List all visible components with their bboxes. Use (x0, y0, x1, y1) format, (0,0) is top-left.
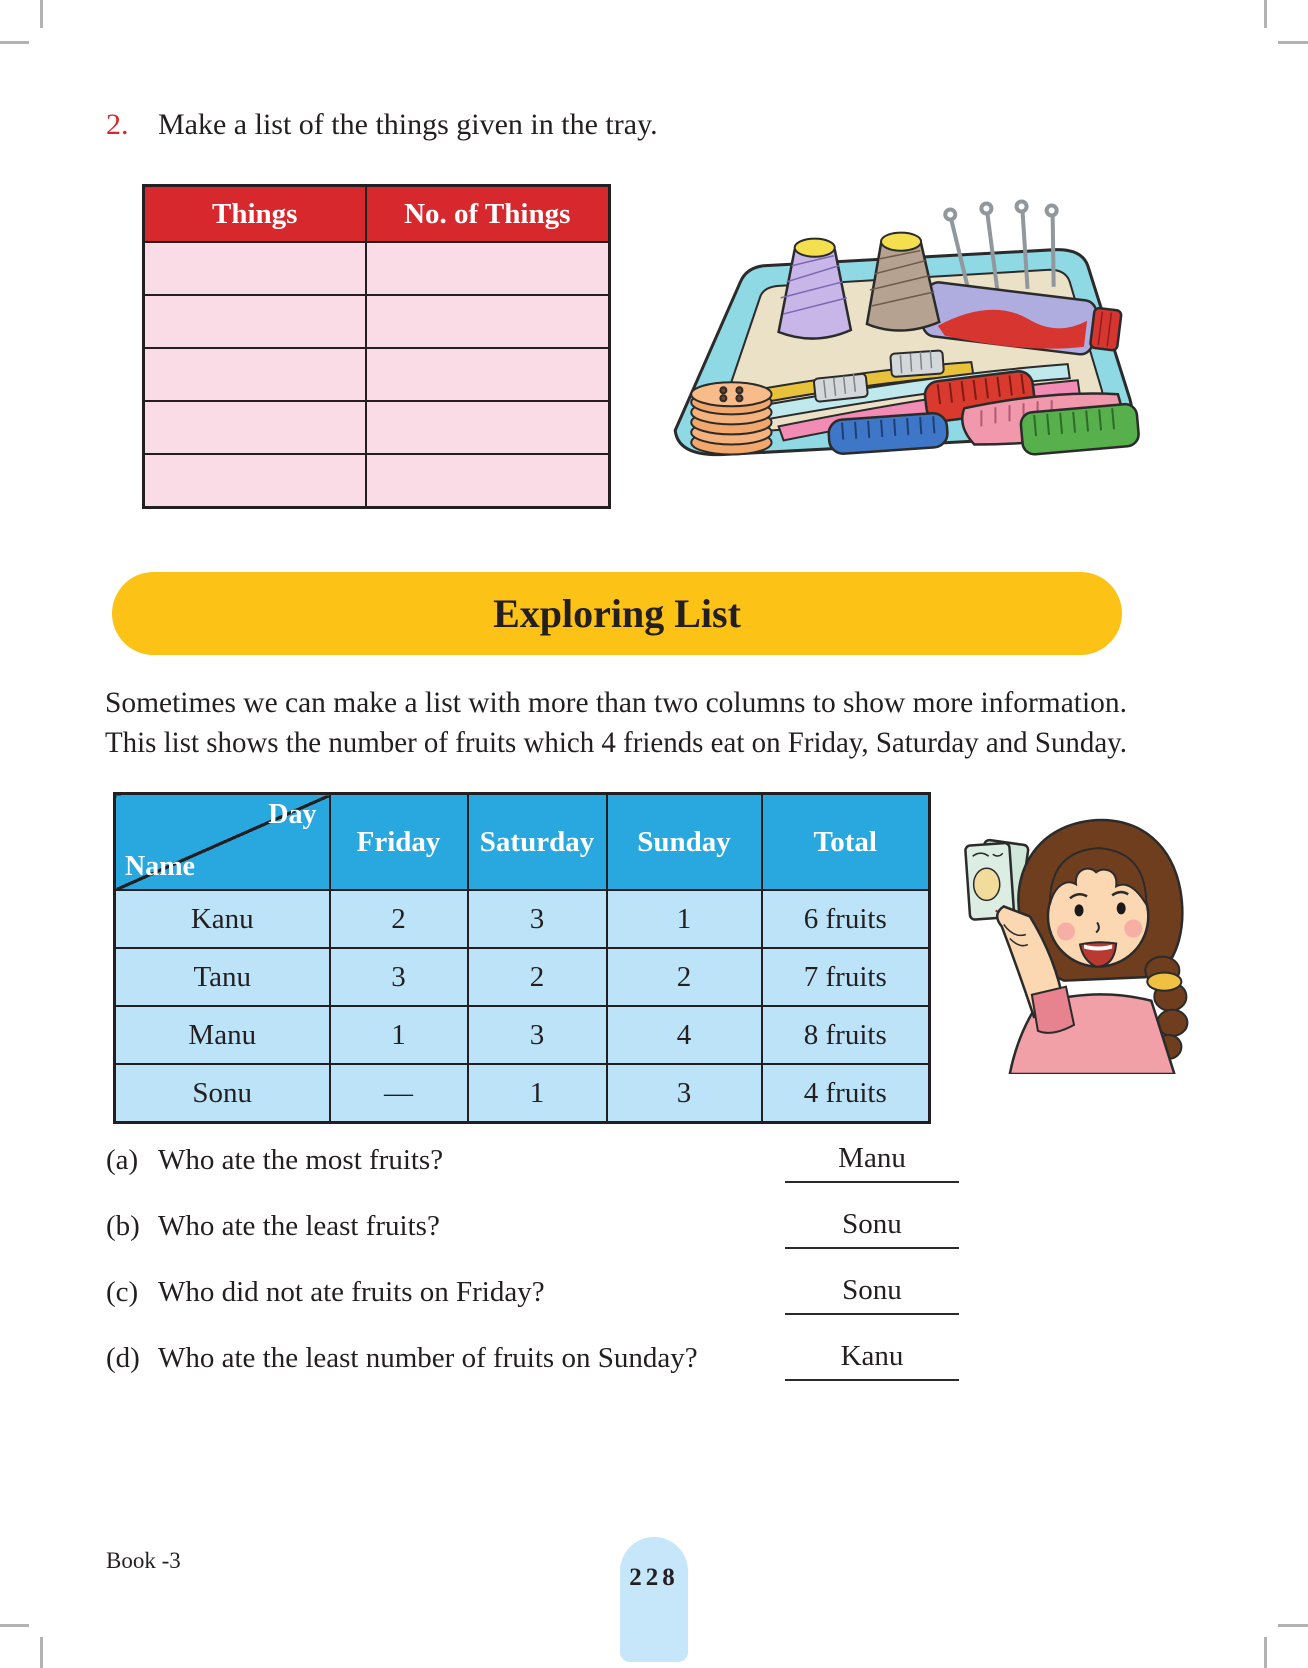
answer-line: Sonu (785, 1270, 959, 1315)
question-label: (a) (106, 1144, 139, 1176)
fruit-friday-cell: 3 (330, 948, 468, 1006)
question-label: (c) (106, 1276, 139, 1308)
exploring-list-banner (112, 572, 1122, 655)
answer-line: Manu (785, 1138, 959, 1183)
question-row (106, 1272, 966, 1312)
comb-green (1020, 403, 1140, 455)
question-row (106, 1338, 966, 1378)
day-header-total: Total (762, 794, 930, 891)
page-number-tab (620, 1537, 688, 1662)
question-row (106, 1206, 966, 1246)
question-2 (106, 104, 658, 146)
thread-spool-brown (867, 233, 939, 331)
crop-mark (0, 1624, 29, 1627)
tray-illustration (628, 193, 1140, 465)
questions-section (106, 1140, 966, 1404)
things-table-empty-row (144, 348, 610, 401)
things-cell (144, 295, 366, 348)
fruit-total-cell: 8 fruits (762, 1006, 930, 1064)
question-2-text: Make a list of the things given in the tray. (158, 108, 658, 141)
fruit-name-cell: Sonu (115, 1064, 330, 1123)
crop-mark (0, 41, 29, 44)
fruit-sunday-cell: 1 (607, 890, 762, 948)
fruit-total-cell: 4 fruits (762, 1064, 930, 1123)
fruit-friday-cell: — (330, 1064, 468, 1123)
no-of-things-cell (366, 242, 610, 295)
fruit-sunday-cell: 2 (607, 948, 762, 1006)
no-of-things-cell (366, 295, 610, 348)
answer-line: Sonu (785, 1204, 959, 1249)
fruit-total-cell: 6 fruits (762, 890, 930, 948)
fruit-table-corner-cell (115, 794, 330, 891)
day-header-friday: Friday (330, 794, 468, 891)
things-cell (144, 242, 366, 295)
girl-illustration (945, 798, 1197, 1074)
crop-mark (1264, 1637, 1267, 1668)
fruit-table-row (115, 1064, 930, 1123)
fruit-name-cell: Kanu (115, 890, 330, 948)
question-2-number: 2. (106, 108, 129, 141)
crop-mark (40, 1637, 43, 1668)
fruit-table-row (115, 1006, 930, 1064)
day-header-saturday: Saturday (468, 794, 607, 891)
fruit-saturday-cell: 3 (468, 890, 607, 948)
no-of-things-cell (366, 348, 610, 401)
fruit-saturday-cell: 2 (468, 948, 607, 1006)
fruit-table-header-row (115, 794, 930, 891)
question-row (106, 1140, 966, 1180)
fruit-table (113, 792, 931, 1124)
fruit-name-cell: Tanu (115, 948, 330, 1006)
girl-illustration-svg (945, 798, 1197, 1074)
fruit-table-row (115, 890, 930, 948)
fruit-sunday-cell: 4 (607, 1006, 762, 1064)
buttons-stack (691, 382, 771, 454)
intro-paragraph (105, 680, 1135, 765)
day-header-sunday: Sunday (607, 794, 762, 891)
answer-line: Kanu (785, 1336, 959, 1381)
question-text: Who did not ate fruits on Friday? (158, 1276, 545, 1308)
fruit-sunday-cell: 3 (607, 1064, 762, 1123)
question-text: Who ate the most fruits? (158, 1144, 444, 1176)
things-table-empty-row (144, 242, 610, 295)
book-label: Book -3 (106, 1548, 181, 1573)
things-table-header-row (144, 186, 610, 243)
corner-day-label: Day (268, 799, 317, 830)
things-table-empty-row (144, 295, 610, 348)
thread-spool-purple (779, 239, 851, 339)
intro-line-1: Sometimes we can make a list with more than two columns to show more information. (105, 687, 1127, 719)
fruit-table-row (115, 948, 930, 1006)
question-label: (d) (106, 1342, 140, 1374)
fruit-total-cell: 7 fruits (762, 948, 930, 1006)
page-number: 228 (629, 1564, 679, 1591)
things-cell (144, 348, 366, 401)
things-table (142, 184, 611, 509)
fruit-saturday-cell: 3 (468, 1006, 607, 1064)
no-of-things-header: No. of Things (366, 186, 610, 243)
tray-illustration-svg (628, 193, 1140, 465)
comb-blue (828, 412, 949, 454)
things-table-empty-row (144, 454, 610, 508)
girl-sleeve (1032, 987, 1074, 1033)
hair-band (1147, 973, 1181, 991)
fruit-name-cell: Manu (115, 1006, 330, 1064)
crop-mark (1264, 0, 1267, 28)
corner-name-label: Name (125, 851, 195, 882)
crop-mark (1278, 1624, 1308, 1627)
intro-line-2: This list shows the number of fruits which 4 friends eat on Friday, Saturday and Sunday. (105, 727, 1127, 759)
no-of-things-cell (366, 454, 610, 508)
question-text: Who ate the least number of fruits on Sunday? (158, 1342, 698, 1374)
things-table-empty-row (144, 401, 610, 454)
fruit-saturday-cell: 1 (468, 1064, 607, 1123)
fruit-friday-cell: 2 (330, 890, 468, 948)
question-text: Who ate the least fruits? (158, 1210, 440, 1242)
no-of-things-cell (366, 401, 610, 454)
things-cell (144, 401, 366, 454)
things-cell (144, 454, 366, 508)
question-label: (b) (106, 1210, 140, 1242)
fruit-friday-cell: 1 (330, 1006, 468, 1064)
banner-title: Exploring List (493, 591, 741, 636)
crop-mark (1278, 41, 1308, 44)
things-header: Things (144, 186, 366, 243)
crop-mark (40, 0, 43, 28)
